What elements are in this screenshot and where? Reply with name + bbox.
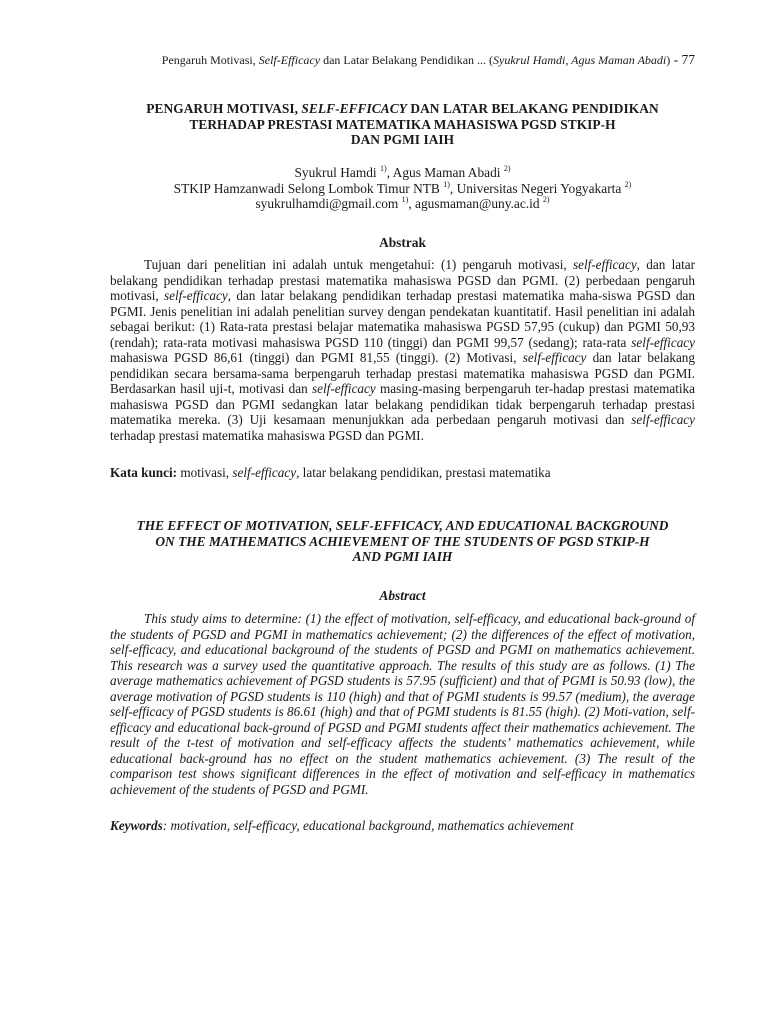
running-head-text: dan Latar Belakang Pendidikan ... ( — [320, 53, 494, 67]
abstrak-text: Tujuan dari penelitian ini adalah untuk mengetahui: (1) pengaruh motivasi, — [144, 257, 573, 272]
keywords-label: Keywords — [110, 818, 163, 833]
abstrak-italic: self-efficacy — [312, 381, 376, 396]
abstrak-text: masing-masing berpengaruh ter-hadap prestasi matematika mahasiswa PGSD dan PGMI sedangkan latar belakang pendidikan tidak berpengaruh terhadap prestasi matematika mereka. (3) Uji kesamaan menunjukkan ada perbedaan pengaruh motivasi dan — [110, 381, 695, 427]
keywords-text: : motivation, self-efficacy, educational background, mathematics achievement — [162, 818, 574, 833]
english-title — [110, 518, 695, 565]
keywords — [110, 818, 695, 833]
title-line-3: DAN PGMI IAIH — [350, 132, 455, 147]
affiliations — [110, 181, 695, 197]
abstrak-body — [110, 257, 695, 443]
running-head-italic: Self-Efficacy — [258, 53, 321, 67]
email: syukrulhamdi@gmail.com — [255, 196, 402, 211]
affiliation: STKIP Hamzanwadi Selong Lombok Timur NTB — [173, 180, 444, 196]
abstrak-text: mahasiswa PGSD 86,61 (tinggi) dan PGMI 81,55 (tinggi). (2) Motivasi, — [110, 350, 523, 365]
affiliation-sup: 2) — [624, 179, 632, 189]
abstrak-text: dan latar belakang pendidikan secara bersama-sama berpengaruh terhadap prestasi matematika mahasiswa PGSD dan PGMI. Berdasarkan hasil uji-t, motivasi dan — [110, 350, 695, 396]
en-title-line-1: THE EFFECT OF MOTIVATION, SELF-EFFICACY, AND EDUCATIONAL BACKGROUND — [136, 518, 669, 533]
running-head-text: Pengaruh Motivasi, — [161, 53, 259, 67]
page-number: - 77 — [670, 52, 695, 67]
kata-kunci-label: Kata kunci: — [110, 465, 178, 480]
email-sup: 2) — [542, 195, 550, 204]
abstract-heading: Abstract — [379, 588, 426, 603]
author-block — [110, 165, 695, 212]
running-head-text: ) — [666, 53, 671, 67]
author-names — [110, 165, 695, 181]
kata-kunci-text: , latar belakang pendidikan, prestasi matematika — [296, 465, 551, 480]
en-title-line-2: ON THE MATHEMATICS ACHIEVEMENT OF THE STUDENTS OF PGSD STKIP-H — [155, 533, 650, 549]
emails — [110, 196, 695, 212]
email: , agusmaman@uny.ac.id — [408, 196, 543, 211]
abstract-body — [110, 611, 695, 797]
en-title-line-3: AND PGMI IAIH — [352, 549, 453, 564]
abstrak-paragraph — [110, 257, 695, 443]
kata-kunci — [110, 465, 695, 480]
author-sup: 1) — [380, 164, 387, 173]
affiliation: , Universitas Negeri Yogyakarta — [449, 180, 625, 196]
abstrak-text: , dan latar belakang pendidikan terhadap prestasi matematika maha-siswa PGSD dan PGMI. Jenis penelitian ini adalah penelitian survey dengan pendekatan kuantitatif. Hasil penelitian ini adalah sebagai berikut: (1) Rata-rata prestasi belajar matematika mahasiswa PGSD 57,95 (cukup) dan PGMI 50,93 (rendah); rata-rata motivasi mahasiswa PGSD 110 (tinggi) dan PGMI 99,57 (sedang); rata-rata — [110, 288, 695, 350]
title-text: PENGARUH MOTIVASI, — [146, 101, 302, 116]
title-italic: SELF-EFFICACY — [301, 101, 407, 116]
running-head — [110, 53, 695, 67]
abstract-paragraph: This study aims to determine: (1) the effect of motivation, self-efficacy, and educational back-ground of the students of PGSD and PGMI in mathematics achievement; (2) the differences of the effect of motivation, self-efficacy, and educational background of the students of PGSD and PGMI on mathematics achievement. This research was a survey used the quantitative approach. The results of this study are as follows. (1) The average mathematics achievement of PGSD students is 57.95 (sufficient) and that of PGMI is 50.93 (low), the average motivation of PGSD students is 110 (high) and that of PGMI students is 99.57 (medium), the average self-efficacy of PGSD students is 86.61 (high) and that of PGMI students is 81.55 (high). (2) Moti-vation, self-efficacy and educational back-ground of PGSD and PGMI students affect their mathematics achievement. The result of the t-test of motivation and self-efficacy affects the students’ mathematics achievement, while educational back-ground has no effect on the student mathematics achievement. (3) The result of the comparison test shows significant differences in the effect of motivation and self-efficacy in mathematics achievement of the students of PGSD and PGMI. — [110, 611, 695, 797]
abstrak-heading: Abstrak — [379, 235, 426, 250]
author-name: Syukrul Hamdi — [294, 165, 381, 180]
author-sup: 2) — [503, 164, 511, 173]
abstrak-italic: self-efficacy — [572, 257, 637, 272]
title-text: DAN LATAR BELAKANG PENDIDIKAN — [406, 101, 659, 116]
affiliation-sup: 1) — [443, 179, 450, 189]
abstrak-italic: self-efficacy — [164, 288, 228, 303]
author-name: , Agus Maman Abadi — [386, 165, 504, 180]
abstrak-text: , dan latar belakang pendidikan terhadap prestasi matematika mahasiswa PGSD dan PGMI. (2) perbedaan pengaruh motivasi, — [110, 257, 696, 303]
title-line-1 — [110, 101, 695, 117]
abstrak-italic: self-efficacy — [631, 334, 695, 350]
paper-title — [110, 101, 695, 148]
running-head-authors: Syukrul Hamdi, Agus Maman Abadi — [493, 53, 667, 67]
abstrak-italic: self-efficacy — [631, 412, 695, 427]
abstrak-text: terhadap prestasi matematika mahasiswa PGSD dan PGMI. — [110, 427, 424, 443]
abstrak-italic: self-efficacy — [522, 350, 587, 365]
kata-kunci-text: motivasi, — [177, 465, 233, 480]
kata-kunci-italic: self-efficacy — [232, 465, 297, 480]
title-line-2: TERHADAP PRESTASI MATEMATIKA MAHASISWA PGSD STKIP-H — [189, 116, 616, 132]
email-sup: 1) — [401, 195, 409, 204]
